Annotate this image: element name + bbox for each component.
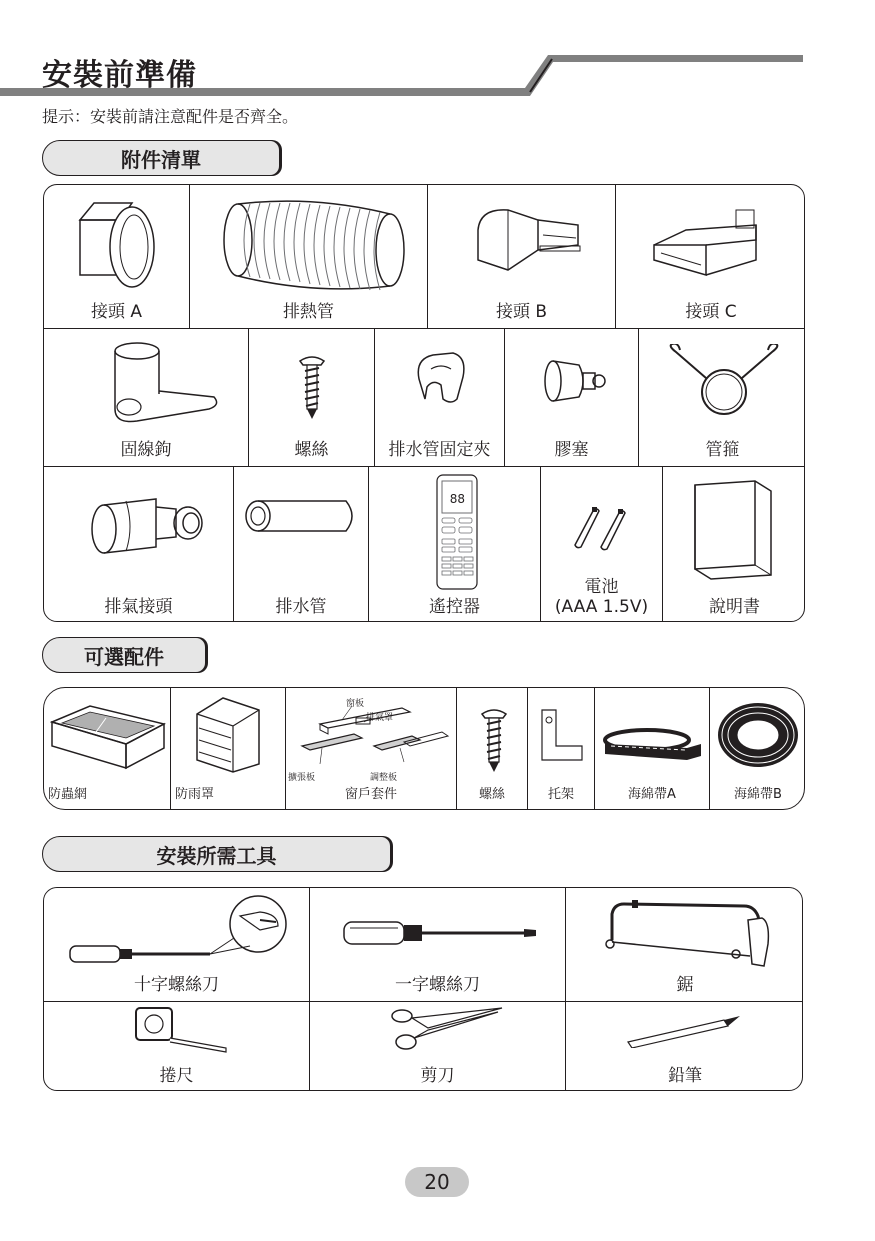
screw-icon	[479, 706, 509, 776]
flat-screwdriver-icon	[340, 916, 540, 952]
cell-flat-screwdriver	[310, 888, 566, 1002]
label-tape-measure: 捲尺	[159, 1066, 194, 1086]
page-number: 20	[405, 1167, 469, 1197]
saw-icon	[602, 896, 772, 976]
battery-icon	[571, 505, 633, 551]
remote-display: 88	[449, 492, 465, 506]
tape-measure-icon	[130, 1004, 230, 1054]
insect-screen-icon	[50, 700, 166, 772]
label-insect-screen: 防蟲網	[48, 787, 88, 802]
label-bracket: 托架	[547, 787, 574, 802]
cell-hose-clamp	[639, 329, 805, 467]
phillips-screwdriver-icon	[64, 892, 294, 972]
cable-hook-icon	[99, 339, 224, 429]
label-exhaust-connector: 排氣接頭	[104, 597, 173, 617]
label-foam-tape-a: 海綿帶A	[628, 787, 676, 802]
label-connector-c: 接頭 C	[685, 302, 737, 322]
cell-foam-tape-b	[710, 688, 805, 810]
cell-screw	[249, 329, 375, 467]
label-expansion-panel: 擴張板	[288, 773, 316, 783]
remote-control-icon	[435, 473, 479, 593]
connector-a-icon	[72, 195, 162, 295]
cell-window-kit	[286, 688, 457, 810]
screw-icon	[297, 353, 327, 423]
manual-book-icon	[693, 479, 773, 583]
section-title-tools: 安裝所需工具	[42, 836, 391, 872]
cell-phillips-screwdriver	[44, 888, 310, 1002]
label-scissors: 剪刀	[420, 1066, 455, 1086]
cell-drain-clip	[375, 329, 505, 467]
label-rain-cover: 防雨罩	[175, 787, 215, 802]
label-drain-clip: 排水管固定夾	[388, 440, 491, 460]
label-remote: 遙控器	[429, 597, 480, 617]
pencil-icon	[624, 1014, 744, 1048]
label-battery: 電池	[584, 577, 619, 597]
rain-cover-icon	[193, 694, 263, 774]
connector-c-icon	[646, 205, 786, 285]
cell-connector-b	[428, 185, 616, 329]
cell-tape-measure	[44, 1002, 310, 1091]
label-battery-spec: (AAA 1.5V)	[554, 597, 649, 617]
cell-manual	[663, 467, 805, 622]
cell-exhaust-hose	[190, 185, 428, 329]
label-adjust-panel: 調整板	[370, 773, 398, 783]
cell-rain-cover	[171, 688, 286, 810]
label-connector-b: 接頭 B	[495, 302, 548, 322]
drain-clip-icon	[413, 349, 469, 409]
hose-clamp-icon	[664, 344, 784, 424]
cell-insect-screen	[44, 688, 171, 810]
label-window-kit: 窗戶套件	[344, 787, 397, 802]
label-optional-screw: 螺絲	[478, 787, 505, 802]
cell-pencil	[566, 1002, 803, 1091]
label-cable-hook: 固線鉤	[120, 440, 172, 460]
label-drain-pipe: 排水管	[275, 597, 327, 617]
connector-b-icon	[468, 200, 588, 290]
accessories-table	[43, 184, 805, 622]
label-connector-a: 接頭 A	[90, 302, 143, 322]
label-pencil: 鉛筆	[668, 1066, 702, 1086]
label-phillips-screwdriver: 十字螺絲刀	[134, 975, 219, 995]
cell-rubber-plug	[505, 329, 639, 467]
bracket-icon	[538, 708, 586, 764]
cell-drain-pipe	[234, 467, 369, 622]
cell-remote	[369, 467, 541, 622]
label-screw: 螺絲	[294, 440, 329, 460]
section-title-optional: 可選配件	[42, 637, 206, 673]
label-window-panel: 窗板	[346, 699, 365, 709]
tools-table	[43, 887, 803, 1091]
page-title: 安裝前準備	[42, 58, 197, 93]
cell-connector-a	[44, 185, 190, 329]
exhaust-connector-icon	[86, 487, 216, 557]
cell-optional-screw	[457, 688, 528, 810]
label-exhaust-cover: 排氣罩	[366, 713, 394, 723]
cell-scissors	[310, 1002, 566, 1091]
label-rubber-plug: 膠塞	[554, 440, 589, 460]
cell-saw	[566, 888, 803, 1002]
section-title-accessories: 附件清單	[42, 140, 280, 176]
foam-tape-b-icon	[716, 700, 800, 770]
drain-pipe-icon	[242, 499, 362, 533]
rubber-plug-icon	[543, 359, 609, 403]
label-exhaust-hose: 排熱管	[283, 302, 334, 322]
cell-connector-c	[616, 185, 805, 329]
label-hose-clamp: 管箍	[705, 440, 740, 460]
exhaust-hose-icon	[218, 195, 408, 295]
hint-text: 提示：安裝前請注意配件是否齊全。	[42, 107, 299, 126]
label-foam-tape-b: 海綿帶B	[734, 787, 782, 802]
cell-cable-hook	[44, 329, 249, 467]
cell-bracket	[528, 688, 595, 810]
cell-batteries	[541, 467, 663, 622]
optional-accessories-table	[43, 687, 805, 810]
foam-tape-a-icon	[601, 724, 705, 764]
scissors-icon	[388, 1006, 508, 1054]
cell-foam-tape-a	[595, 688, 710, 810]
label-saw: 鋸	[676, 975, 694, 995]
label-manual: 說明書	[709, 597, 760, 617]
cell-exhaust-connector	[44, 467, 234, 622]
label-flat-screwdriver: 一字螺絲刀	[395, 975, 480, 995]
